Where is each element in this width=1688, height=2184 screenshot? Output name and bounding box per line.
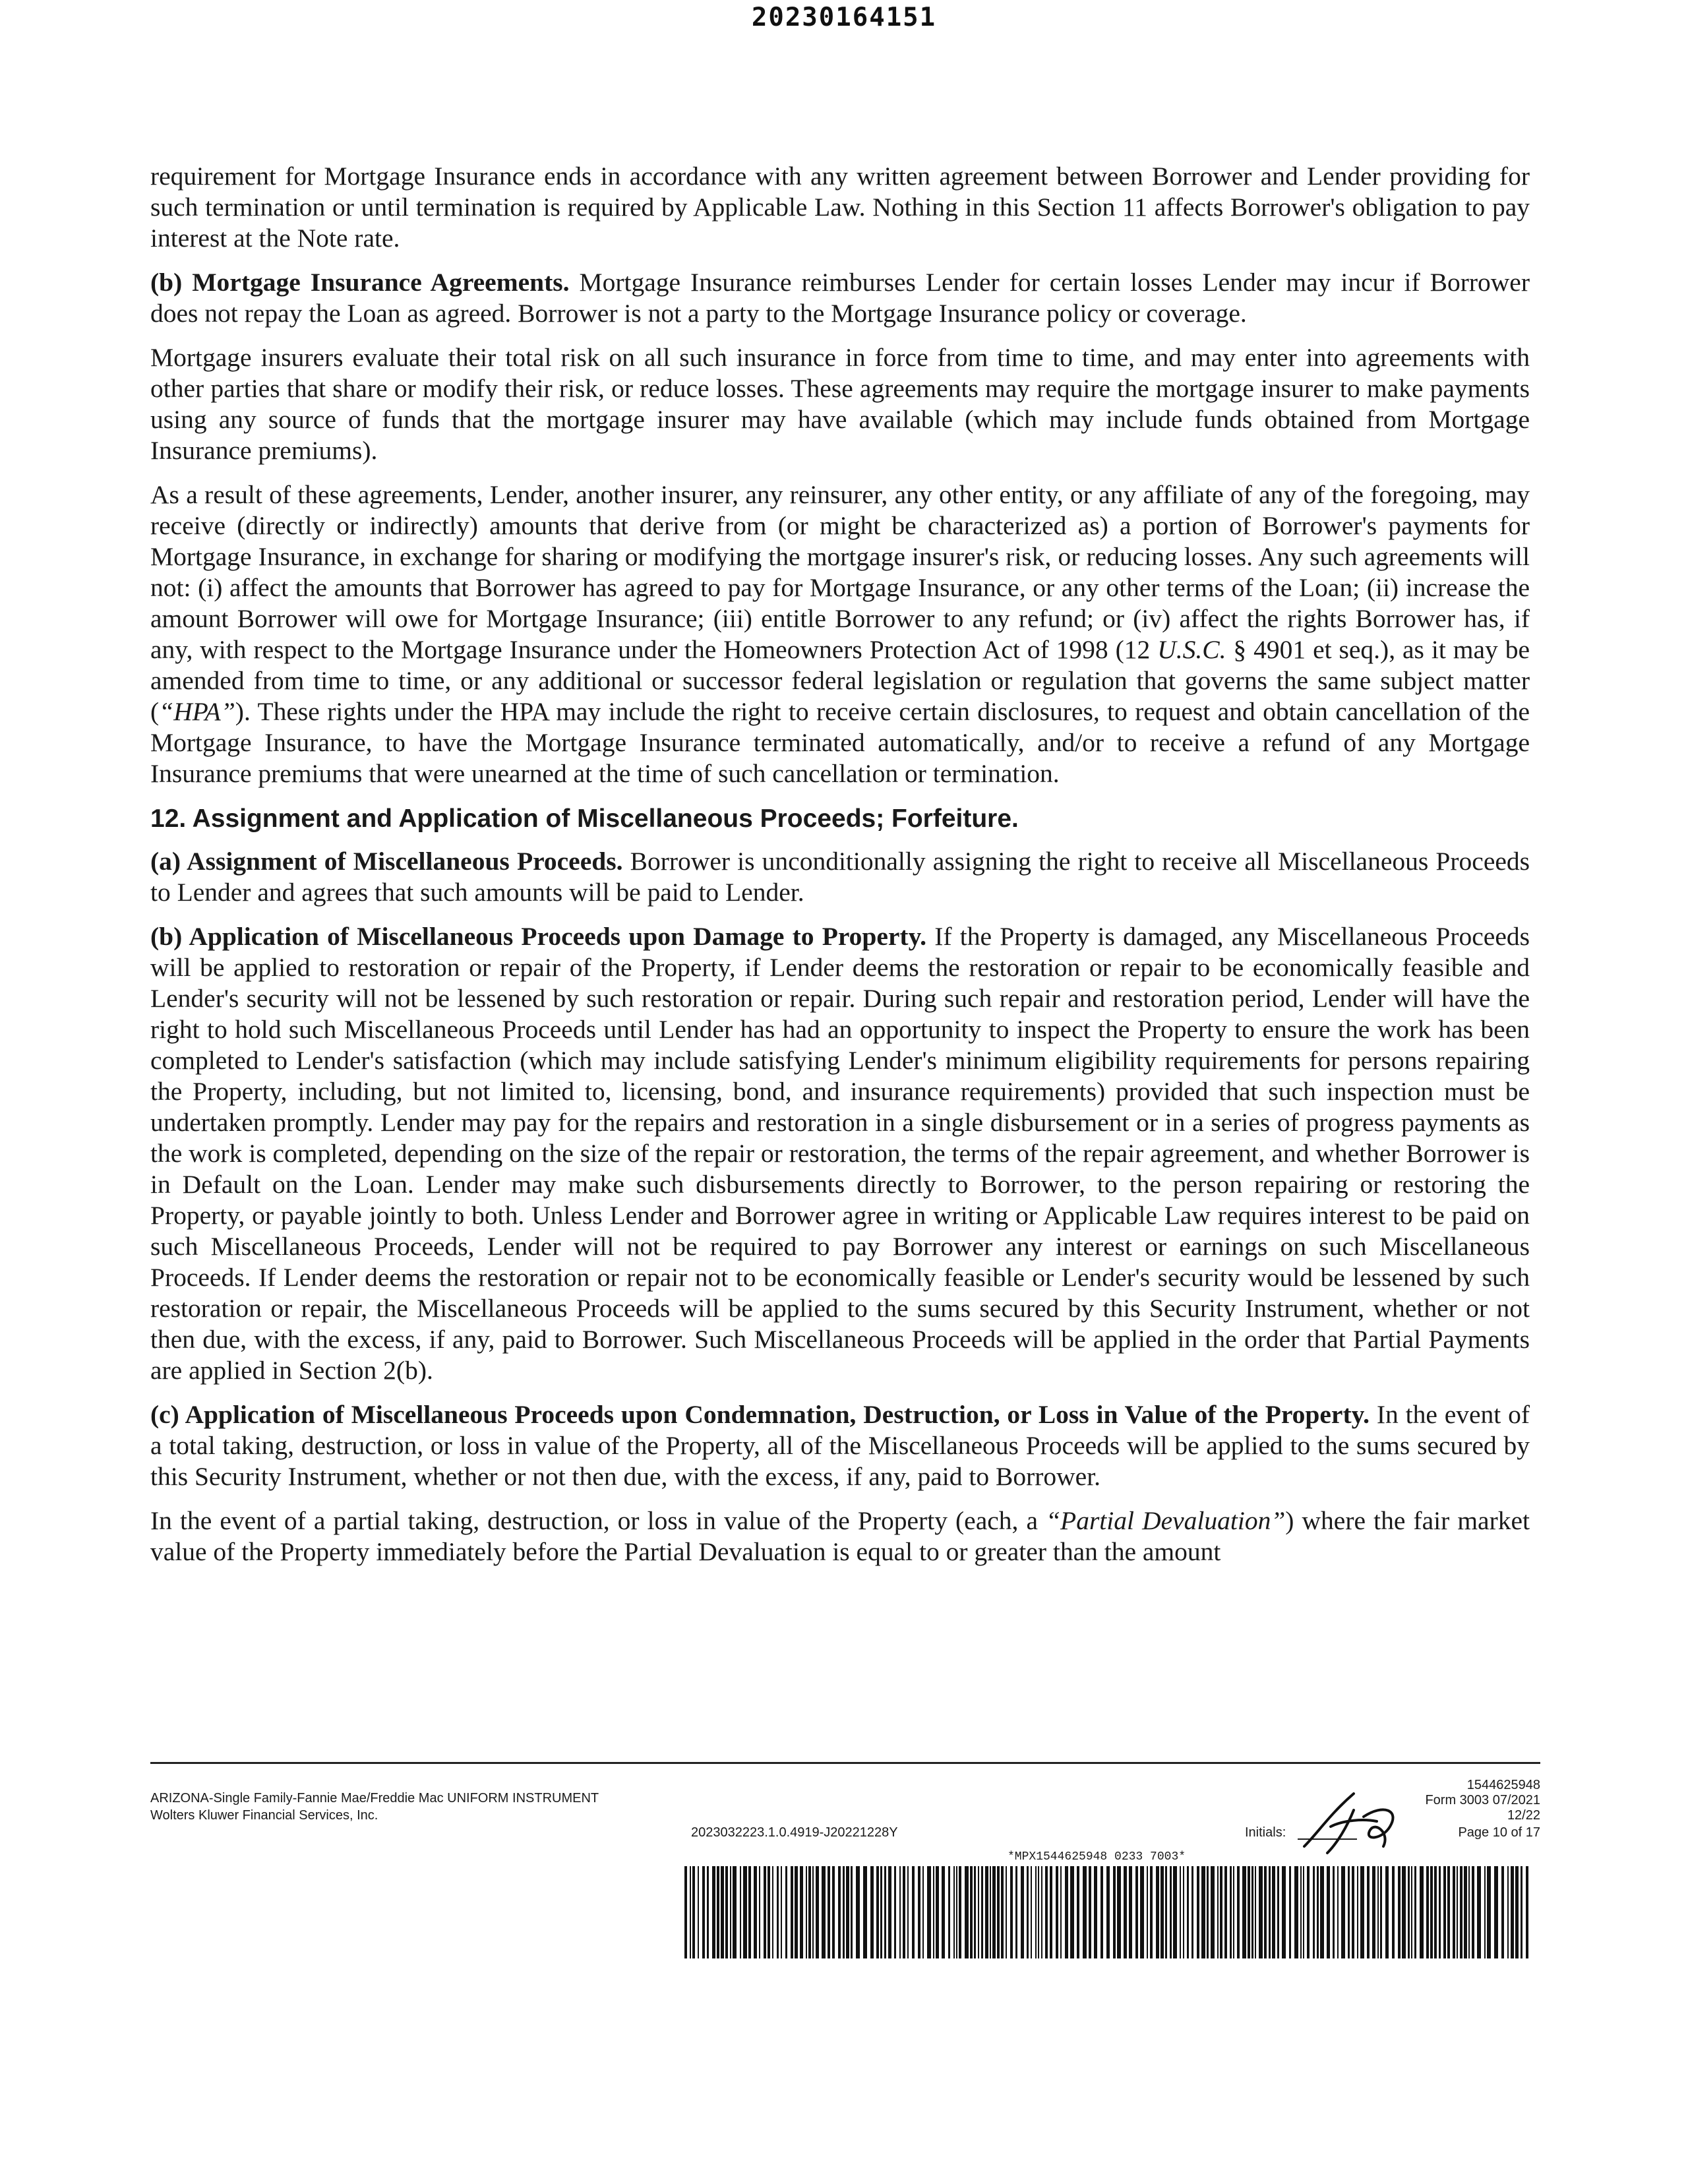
barcode-bar <box>698 1866 699 1958</box>
barcode-bar <box>1372 1866 1375 1958</box>
barcode-bar <box>894 1866 896 1958</box>
barcode-bar <box>1255 1866 1256 1958</box>
barcode-bar <box>1360 1866 1364 1958</box>
barcode-bar <box>707 1866 709 1958</box>
barcode-bar <box>927 1866 931 1958</box>
barcode-bar <box>1464 1866 1467 1958</box>
barcode-bar <box>1237 1866 1240 1958</box>
barcode-bar <box>1060 1866 1062 1958</box>
barcode-bar <box>948 1866 950 1958</box>
hpa-term: “HPA” <box>159 697 235 726</box>
barcode-bar <box>1056 1866 1058 1958</box>
section-12c-paragraph <box>150 1399 1530 1492</box>
barcode-bar <box>1021 1866 1024 1958</box>
barcode-bar <box>1515 1866 1519 1958</box>
barcode-bar <box>1156 1866 1159 1958</box>
barcode-bar <box>740 1866 741 1958</box>
barcode-bar <box>1494 1866 1498 1958</box>
barcode-bar <box>1300 1866 1302 1958</box>
barcode-bar <box>997 1866 1000 1958</box>
barcode-bar <box>1460 1866 1462 1958</box>
section-12b-paragraph <box>150 921 1530 1386</box>
barcode-bar <box>690 1866 691 1958</box>
section-12a-text: Borrower is unconditionally assigning the right to receive all Miscellaneous Proceeds to Lender and agrees that such amounts will be paid to Lender. <box>150 847 1530 907</box>
barcode-bar <box>1434 1866 1437 1958</box>
barcode-bar <box>1313 1866 1315 1958</box>
section-12b-title: (b) Application of Miscellaneous Proceeds upon Damage to Property. <box>150 922 927 951</box>
barcode-bar <box>1526 1866 1528 1958</box>
barcode-bar <box>816 1866 819 1958</box>
barcode-bar <box>912 1866 915 1958</box>
barcode-bar <box>903 1866 905 1958</box>
form-info <box>1425 1778 1540 1823</box>
section-12c-text: In the event of a total taking, destruction, or loss in value of the Property, all of the Miscellaneous Proceeds will be applied to the sums secured by this Security Instrument, whether or not then due, with the excess, if any, paid to Borrower. <box>150 1400 1530 1491</box>
barcode-bar <box>1277 1866 1279 1958</box>
barcode-bar <box>1367 1866 1370 1958</box>
section-12a-title: (a) Assignment of Miscellaneous Proceeds. <box>150 847 623 876</box>
barcode-bar <box>1357 1866 1358 1958</box>
barcode-bar <box>791 1866 793 1958</box>
barcode-bar <box>1264 1866 1267 1958</box>
document-code: 2023032223.1.0.4919-J20221228Y <box>691 1825 898 1840</box>
barcode-bar <box>1337 1866 1339 1958</box>
barcode-bar <box>1341 1866 1345 1958</box>
barcode-bar <box>978 1866 979 1958</box>
barcode-bar <box>692 1866 695 1958</box>
barcode-bar <box>922 1866 924 1958</box>
barcode-bar <box>822 1866 826 1958</box>
barcode-bar <box>759 1866 760 1958</box>
barcode-bar <box>1041 1866 1042 1958</box>
barcode-text: *MPX1544625948 0233 7003* <box>1008 1850 1186 1864</box>
barcode-bar <box>1248 1866 1250 1958</box>
barcode-bar <box>743 1866 747 1958</box>
barcode-bar <box>907 1866 909 1958</box>
barcode-bar <box>1035 1866 1037 1958</box>
publisher: Wolters Kluwer Financial Services, Inc. <box>150 1808 378 1823</box>
barcode-bar <box>990 1866 991 1958</box>
barcode-bar <box>1183 1866 1184 1958</box>
section-12a-paragraph <box>150 846 1530 908</box>
barcode-bar <box>1385 1866 1389 1958</box>
barcode-bar <box>800 1866 803 1958</box>
barcode-bar <box>1307 1866 1310 1958</box>
barcode-bar <box>721 1866 724 1958</box>
barcode-bar <box>808 1866 811 1958</box>
barcode-bar <box>1269 1866 1271 1958</box>
partial-text-2: ) where the fair market value of the Property immediately before the Partial Devaluation is equal to or greater than the amount <box>150 1506 1530 1566</box>
barcode-bar <box>1197 1866 1199 1958</box>
barcode-bar <box>1100 1866 1103 1958</box>
barcode-bar <box>974 1866 976 1958</box>
partial-text-1: In the event of a partial taking, destruction, or loss in value of the Property (each, a <box>150 1506 1046 1535</box>
barcode-bar <box>1220 1866 1222 1958</box>
barcode-bar <box>772 1866 773 1958</box>
barcode-bar <box>1507 1866 1509 1958</box>
barcode-bar <box>899 1866 901 1958</box>
barcode-bar <box>1129 1866 1132 1958</box>
barcode-bar <box>1027 1866 1029 1958</box>
barcode-bar <box>965 1866 969 1958</box>
barcode-bar <box>942 1866 945 1958</box>
usc-citation: U.S.C. <box>1157 635 1226 664</box>
barcode-bar <box>717 1866 719 1958</box>
barcode-bar <box>959 1866 961 1958</box>
barcode-bar <box>1031 1866 1032 1958</box>
barcode-bar <box>1187 1866 1189 1958</box>
barcode-bar <box>1402 1866 1406 1958</box>
barcode-bar <box>1468 1866 1470 1958</box>
recording-number: 20230164151 <box>751 3 937 32</box>
barcode-bar <box>1398 1866 1401 1958</box>
mi-result-paragraph <box>150 479 1530 789</box>
barcode-bar <box>1191 1866 1193 1958</box>
barcode-bar <box>764 1866 766 1958</box>
barcode-bar <box>748 1866 751 1958</box>
barcode-bar <box>1001 1866 1004 1958</box>
barcode-bar <box>725 1866 728 1958</box>
initials-label: Initials: <box>1245 1825 1286 1840</box>
barcode-bar <box>970 1866 973 1958</box>
barcode-bar <box>1015 1866 1017 1958</box>
loan-number: 1544625948 <box>1466 1778 1540 1792</box>
barcode-bar <box>1414 1866 1416 1958</box>
barcode-bar <box>1242 1866 1246 1958</box>
barcode-bar <box>1272 1866 1275 1958</box>
barcode-bar <box>730 1866 731 1958</box>
barcode-bar <box>1408 1866 1410 1958</box>
barcode-bar <box>1511 1866 1514 1958</box>
barcode-bar <box>838 1866 841 1958</box>
barcode-bar <box>992 1866 996 1958</box>
barcode-bar <box>1484 1866 1486 1958</box>
barcode-bar <box>1320 1866 1324 1958</box>
barcode-bar <box>1487 1866 1491 1958</box>
section-12c-title: (c) Application of Miscellaneous Proceeds upon Condemnation, Destruction, or Loss in Value of the Property. <box>150 1400 1370 1429</box>
barcode-bar <box>1420 1866 1424 1958</box>
page-footer <box>150 1762 1540 1973</box>
barcode-bar <box>1303 1866 1304 1958</box>
barcode-bar <box>1352 1866 1354 1958</box>
barcode-bar <box>754 1866 757 1958</box>
barcode-bar <box>828 1866 830 1958</box>
partial-devaluation-term: “Partial Devaluation” <box>1046 1506 1286 1535</box>
barcode-bar <box>1443 1866 1446 1958</box>
barcode-bar <box>1180 1866 1181 1958</box>
barcode-bar <box>1501 1866 1504 1958</box>
barcode-bar <box>1140 1866 1144 1958</box>
barcode-bar <box>953 1866 955 1958</box>
barcode-bar <box>785 1866 787 1958</box>
barcode-bar <box>843 1866 845 1958</box>
barcode-bar <box>1259 1866 1263 1958</box>
mi-result-text-1: As a result of these agreements, Lender, another insurer, any reinsurer, any other entity, or any affiliate of any of the foregoing, may receive (directly or indirectly) amounts that derive from (or might be characterized as) a portion of Borrower's payments for Mortgage Insurance, in exchange for sharing or modifying the mortgage insurer's risk, or reducing losses. Any such agreements will not: (i) affect the amounts that Borrower has agreed to pay for Mortgage Insurance, or any other terms of the Loan; (ii) increase the amount Borrower will owe for Mortgage Insurance; (iii) entitle Borrower to any refund; or (iv) affect the rights Borrower has, if any, with respect to the Mortgage Insurance under the Homeowners Protection Act of 1998 (12 <box>150 480 1530 664</box>
barcode-bar <box>1377 1866 1379 1958</box>
barcode-bar <box>781 1866 782 1958</box>
barcode-bar <box>1150 1866 1153 1958</box>
barcode-bar <box>876 1866 879 1958</box>
mi-result-text-2: § 4901 et seq.), as it may be amended from time to time, or any additional or successor federal legislation or regulation that governs the same subject matter ( <box>150 635 1530 726</box>
barcode-bar <box>1230 1866 1232 1958</box>
barcode-bar <box>1233 1866 1234 1958</box>
barcode-bar <box>1117 1866 1121 1958</box>
barcode-bar <box>684 1866 687 1958</box>
barcode-bar <box>1160 1866 1164 1958</box>
barcode-bar <box>1348 1866 1350 1958</box>
barcode-bar <box>936 1866 939 1958</box>
barcode-bar <box>884 1866 886 1958</box>
barcode-bar <box>870 1866 874 1958</box>
barcode-bar <box>1077 1866 1079 1958</box>
barcode-bar <box>1327 1866 1330 1958</box>
barcode-bar <box>1457 1866 1458 1958</box>
barcode-bar <box>1006 1866 1007 1958</box>
barcode-bar <box>1380 1866 1382 1958</box>
barcode-bar <box>880 1866 882 1958</box>
barcode-bar <box>888 1866 891 1958</box>
barcode-bar <box>1430 1866 1433 1958</box>
barcode-bar <box>1411 1866 1412 1958</box>
continuation-paragraph: requirement for Mortgage Insurance ends in accordance with any written agreement between Borrower and Lender providing for such termination or until termination is required by Applicable Law. Nothing in this Section 11 affects Borrower's obligation to pay interest at the Note rate. <box>150 162 1530 253</box>
barcode-bar <box>1165 1866 1167 1958</box>
form-title: ARIZONA-Single Family-Fannie Mae/Freddie Mac UNIFORM INSTRUMENT <box>150 1791 599 1805</box>
barcode-bar <box>733 1866 737 1958</box>
barcode-bar <box>1070 1866 1074 1958</box>
barcode-bar <box>1426 1866 1429 1958</box>
barcode-bar <box>1439 1866 1441 1958</box>
barcode-bar <box>1113 1866 1116 1958</box>
mi-result-text-3: ). These rights under the HPA may include the right to receive certain disclosures, to request and obtain cancellation of the Mortgage Insurance, to have the Mortgage Insurance terminated automatically, and/or to receive a refund of any Mortgage Insurance premiums that were unearned at the time of such cancellation or termination. <box>150 697 1530 788</box>
barcode-bar <box>806 1866 807 1958</box>
mi-agreements-title: (b) Mortgage Insurance Agreements. <box>150 268 570 297</box>
barcode-bar <box>1211 1866 1215 1958</box>
barcode-bar <box>1224 1866 1227 1958</box>
barcode-bar <box>832 1866 835 1958</box>
barcode-bar <box>1333 1866 1335 1958</box>
barcode-bar <box>918 1866 920 1958</box>
barcode-bar <box>863 1866 867 1958</box>
barcode-bar <box>981 1866 983 1958</box>
barcode-bar <box>1201 1866 1205 1958</box>
barcode-bar <box>956 1866 957 1958</box>
barcode-bar <box>846 1866 849 1958</box>
barcode-bar <box>1106 1866 1110 1958</box>
section-12-heading: 12. Assignment and Application of Miscellaneous Proceeds; Forfeiture. <box>150 804 1019 833</box>
barcode-bar <box>712 1866 715 1958</box>
mi-agreements-text: Mortgage Insurance reimburses Lender for certain losses Lender may incur if Borrower does not repay the Loan as agreed. Borrower is not a party to the Mortgage Insurance policy or coverage. <box>150 268 1530 328</box>
form-number: Form 3003 07/2021 <box>1425 1793 1540 1807</box>
barcode-bar <box>1045 1866 1048 1958</box>
barcode-bar <box>985 1866 988 1958</box>
barcode-bar <box>812 1866 814 1958</box>
page-number: Page 10 of 17 <box>1458 1825 1540 1840</box>
barcode-bar <box>856 1866 860 1958</box>
barcode-bar <box>1294 1866 1298 1958</box>
barcode-bar <box>1038 1866 1039 1958</box>
barcode-bar <box>1170 1866 1172 1958</box>
revision-date: 12/22 <box>1507 1808 1540 1823</box>
section-12b-text: If the Property is damaged, any Miscellaneous Proceeds will be applied to restoration or repair of the Property, if Lender deems the restoration or repair to be economically feasible and Lender's security will not be lessened by such restoration or repair. During such repair and restoration period, Lender will have the right to hold such Miscellaneous Proceeds until Lender has had an opportunity to inspect the Property to ensure the work has been completed to Lender's satisfaction (which may include satisfying Lender's minimum eligibility requirements for persons repairing the Property, including, but not limited to, licensing, bond, and insurance requirements) provided that such inspection must be undertaken promptly. Lender may pay for the repairs and restoration in a single disbursement or in a series of progress payments as the work is completed, depending on the size of the repair or restoration, the terms of the repair agreement, and whether Borrower is in Default on the Loan. Lender may make such disbursements directly to Borrower, to the person repairing or restoring the Property, or payable jointly to both. Unless Lender and Borrower agree in writing or Applicable Law requires interest to be paid on such Miscellaneous Proceeds, Lender will not be required to pay Borrower any interest or earnings on such Miscellaneous Proceeds. If Lender deems the restoration or repair not to be economically feasible or Lender's security would be lessened by such restoration or repair, the Miscellaneous Proceeds will be applied to the sums secured by this Security Instrument, whether or not then due, with the excess, if any, paid to Borrower. Such Miscellaneous Proceeds will be applied in the order that Partial Payments are applied in Section 2(b). <box>150 922 1530 1385</box>
barcode-bar <box>851 1866 853 1958</box>
document-body <box>150 161 1530 1581</box>
barcode-bar <box>768 1866 770 1958</box>
barcode-bar <box>702 1866 705 1958</box>
barcode-bar <box>1282 1866 1286 1958</box>
barcode-bar <box>1447 1866 1450 1958</box>
barcode-bar <box>1050 1866 1052 1958</box>
barcode-bar <box>795 1866 798 1958</box>
barcode-bar <box>1251 1866 1253 1958</box>
barcode-bar <box>1472 1866 1474 1958</box>
barcode-bar <box>1124 1866 1127 1958</box>
barcode-bar <box>777 1866 779 1958</box>
initials-signature <box>1291 1780 1403 1858</box>
barcode-bar <box>1289 1866 1291 1958</box>
mi-agreements-paragraph <box>150 267 1530 329</box>
barcode <box>684 1866 1528 1958</box>
barcode-bar <box>1147 1866 1148 1958</box>
barcode-bar <box>1453 1866 1455 1958</box>
barcode-bar <box>1477 1866 1481 1958</box>
barcode-bar <box>1065 1866 1068 1958</box>
barcode-bar <box>1173 1866 1177 1958</box>
barcode-bar <box>1135 1866 1138 1958</box>
barcode-bar <box>1207 1866 1209 1958</box>
barcode-bar <box>1010 1866 1013 1958</box>
barcode-bar <box>933 1866 934 1958</box>
barcode-bar <box>1521 1866 1522 1958</box>
barcode-bar <box>1392 1866 1395 1958</box>
barcode-bar <box>1317 1866 1319 1958</box>
mi-insurers-paragraph: Mortgage insurers evaluate their total risk on all such insurance in force from time to time, and may enter into agreements with other parties that share or modify their risk, or reduce losses. These agreements may require the mortgage insurer to make payments using any source of funds that the mortgage insurer may have available (which may include funds obtained from Mortgage Insurance premiums). <box>150 343 1530 465</box>
footer-divider <box>150 1762 1540 1764</box>
partial-devaluation-paragraph <box>150 1505 1530 1567</box>
barcode-bar <box>1083 1866 1087 1958</box>
barcode-bar <box>1089 1866 1091 1958</box>
barcode-bar <box>1217 1866 1219 1958</box>
barcode-bar <box>1094 1866 1097 1958</box>
